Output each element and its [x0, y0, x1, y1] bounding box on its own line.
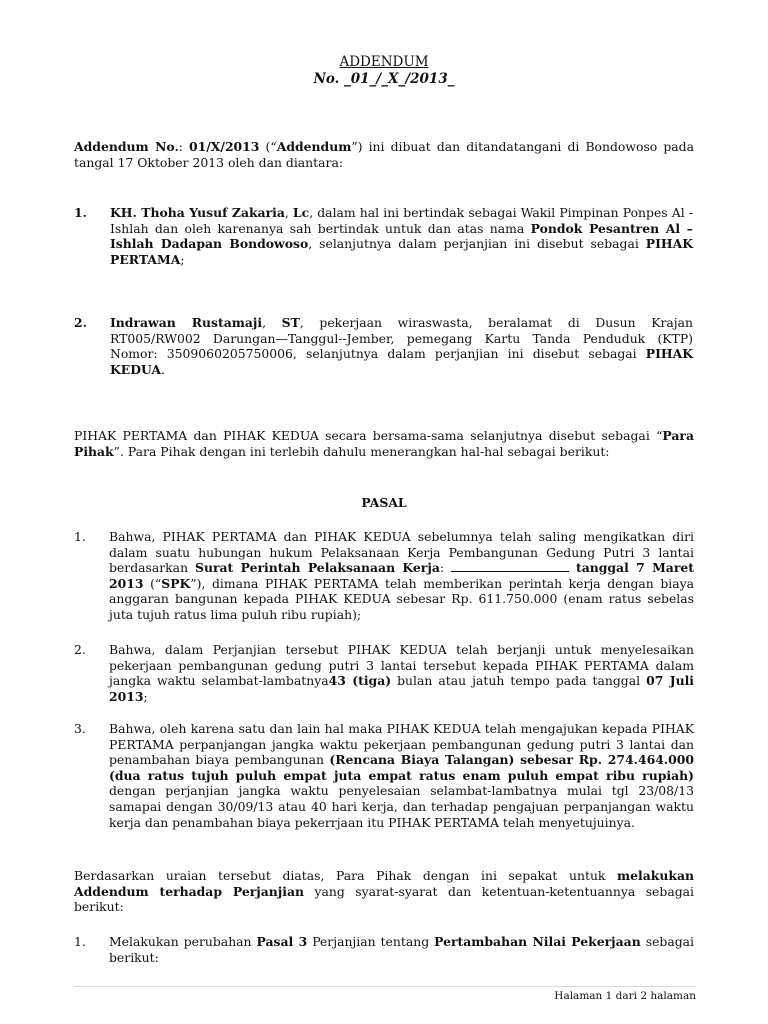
pasal-item-2-text [109, 642, 694, 704]
amendment-item-1-text [109, 934, 694, 965]
pasal-item-1-text [109, 529, 694, 623]
party-first-text [110, 205, 693, 267]
amendment-topic: Pertambahan Nilai Pekerjaan [434, 934, 641, 949]
amendment-part3: sebagai berikut: [109, 934, 694, 965]
pasal-item-1-quote: (“ [143, 575, 162, 591]
pasal-item-3-text [109, 721, 694, 830]
amendment-part1: Melakukan perubahan [109, 934, 257, 949]
party-first-number: 1. [74, 205, 87, 220]
intro-addendum-term: Addendum [276, 139, 352, 154]
pasal-item-2-part2: bulan atau jatuh tempo pada tanggal [391, 673, 647, 689]
party-second-text [110, 315, 693, 377]
blank-line [451, 560, 569, 572]
party-second-sep: , [262, 315, 282, 330]
pasal-item-2-part1: Bahwa, dalam Perjanjian tersebut PIHAK KEDUA telah berjanji untuk menyelesaikan pekerjaan pembangunan gedung putri 3 lantai tersebut kepada PIHAK PERTAMA dalam jangka waktu selambat-lambatnya [109, 642, 694, 689]
party-first-title: Lc [292, 205, 310, 220]
document-title: ADDENDUM [339, 54, 429, 70]
pasal-item-3-part1: Bahwa, oleh karena satu dan lain hal maka PIHAK KEDUA telah mengajukan kepada PIHAK PERTAMA perpanjangan jangka waktu pekerjaan pembangunan gedung putri 3 lantai dan penambahan biaya pembangunan [109, 721, 694, 768]
pasal-item-3-number: 3. [74, 721, 86, 736]
pasal-item-1-colon: : [439, 560, 451, 576]
pasal-item-1-spk: SPK [161, 575, 191, 591]
parties-text: PIHAK PERTAMA dan PIHAK KEDUA secara bersama-sama selanjutnya disebut sebagai “ [74, 428, 663, 443]
party-second-name: Indrawan Rustamaji [110, 315, 263, 330]
party-first-name: KH. Thoha Yusuf Zakaria [110, 205, 285, 220]
amendment-item-1-number: 1. [74, 934, 86, 949]
pasal-item-1-part1: Bahwa, PIHAK PERTAMA dan PIHAK KEDUA sebelumnya telah saling mengikatkan diri dalam suatu hubungan hukum Pelaksanaan Kerja Pembangunan Gedung Putri 3 lantai berdasarkan [109, 529, 694, 576]
party-first-desc2: , selanjutnya dalam perjanjian ini disebut sebagai [308, 236, 646, 252]
pasal-item-1-date: tanggal 7 Maret 2013 [109, 560, 694, 591]
party-second-end: . [161, 361, 165, 377]
pasal-item-2-number: 2. [74, 642, 86, 657]
intro-text: ”) ini dibuat dan ditandatangani di Bondowoso pada tangal 17 Oktober 2013 oleh dan diantara: [74, 139, 694, 170]
amendment-pasal: Pasal 3 [256, 934, 308, 949]
pasal-item-3-part2: dengan perjanjian jangka waktu penyelesaian selambat-lambatnya mulai tgl 23/08/13 samapai dengan 30/09/13 atau 40 hari kerja, dan terhadap pengajuan perpanjangan waktu kerja dan penambahan biaya pekerrjaan itu PIHAK PERTAMA telah menyetujuinya. [109, 783, 694, 830]
intro-quote-open: (“ [259, 139, 277, 154]
intro-label: Addendum No. [74, 139, 179, 154]
closing-paragraph [74, 868, 694, 915]
pasal-item-2-duration: 43 (tiga) [328, 673, 392, 689]
parties-text-end: ”. Para Pihak dengan ini terlebih dahulu menerangkan hal-hal sebagai berikut: [113, 443, 610, 459]
intro-paragraph [74, 139, 694, 170]
parties-term: Para Pihak [74, 428, 694, 459]
pasal-item-2-end: ; [143, 688, 148, 704]
party-first-sep: , [284, 205, 293, 220]
document-number: No. _01_/_X_/2013_ [313, 71, 455, 87]
party-first-desc: , dalam hal ini bertindak sebagai Wakil Pimpinan Ponpes Al - Ishlah dan oleh karenanya sah bertindak untuk dan atas nama [110, 205, 693, 236]
party-second-desc: , pekerjaan wiraswasta, beralamat di Dusun Krajan RT005/RW002 Darungan—Tanggul--Jember, pemegang Kartu Tanda Penduduk (KTP) Nomor: 3509060205750006, selanjutnya dalam perjanjian ini disebut sebagai [110, 315, 693, 362]
amendment-part2: Perjanjian tentang [307, 934, 435, 949]
parties-paragraph [74, 428, 694, 459]
closing-part1: Berdasarkan uraian tersebut diatas, Para Pihak dengan ini sepakat untuk [74, 868, 618, 883]
party-first-end: ; [180, 251, 185, 267]
party-second-title: ST [281, 315, 300, 330]
party-second-role: PIHAK KEDUA [110, 346, 693, 377]
closing-part2: yang syarat-syarat dan ketentuan-ketentuannya sebagai berikut: [74, 883, 694, 915]
footer-divider [74, 986, 696, 987]
pasal-item-1-part2: ”), dimana PIHAK PERTAMA telah memberikan perintah kerja dengan biaya anggaran bangunan kepada PIHAK KEDUA sebesar Rp. 611.750.000 (enam ratus sebelas juta tujuh ratus lima puluh ribu rupiah); [109, 575, 695, 622]
party-first-org: Pondok Pesantren Al – Ishlah Dadapan Bondowoso [110, 220, 693, 252]
pasal-heading: PASAL [361, 495, 407, 510]
pasal-item-1-spk-title: Surat Perintah Pelaksanaan Kerja [195, 560, 440, 576]
page-footer: Halaman 1 dari 2 halaman [554, 990, 696, 1002]
intro-colon: : [178, 139, 190, 154]
pasal-item-2-due-date: 07 Juli 2013 [109, 673, 695, 704]
party-second-number: 2. [74, 315, 87, 330]
pasal-item-1-number: 1. [74, 529, 86, 544]
party-first-role: PIHAK PERTAMA [110, 236, 693, 267]
intro-number: 01/X/2013 [189, 139, 260, 154]
closing-bold: melakukan Addendum terhadap Perjanjian [74, 868, 694, 899]
pasal-item-3-amount: (Rencana Biaya Talangan) sebesar Rp. 274.464.000 (dua ratus tujuh puluh empat juta empat ratus enam puluh empat ribu rupiah) [109, 752, 694, 783]
